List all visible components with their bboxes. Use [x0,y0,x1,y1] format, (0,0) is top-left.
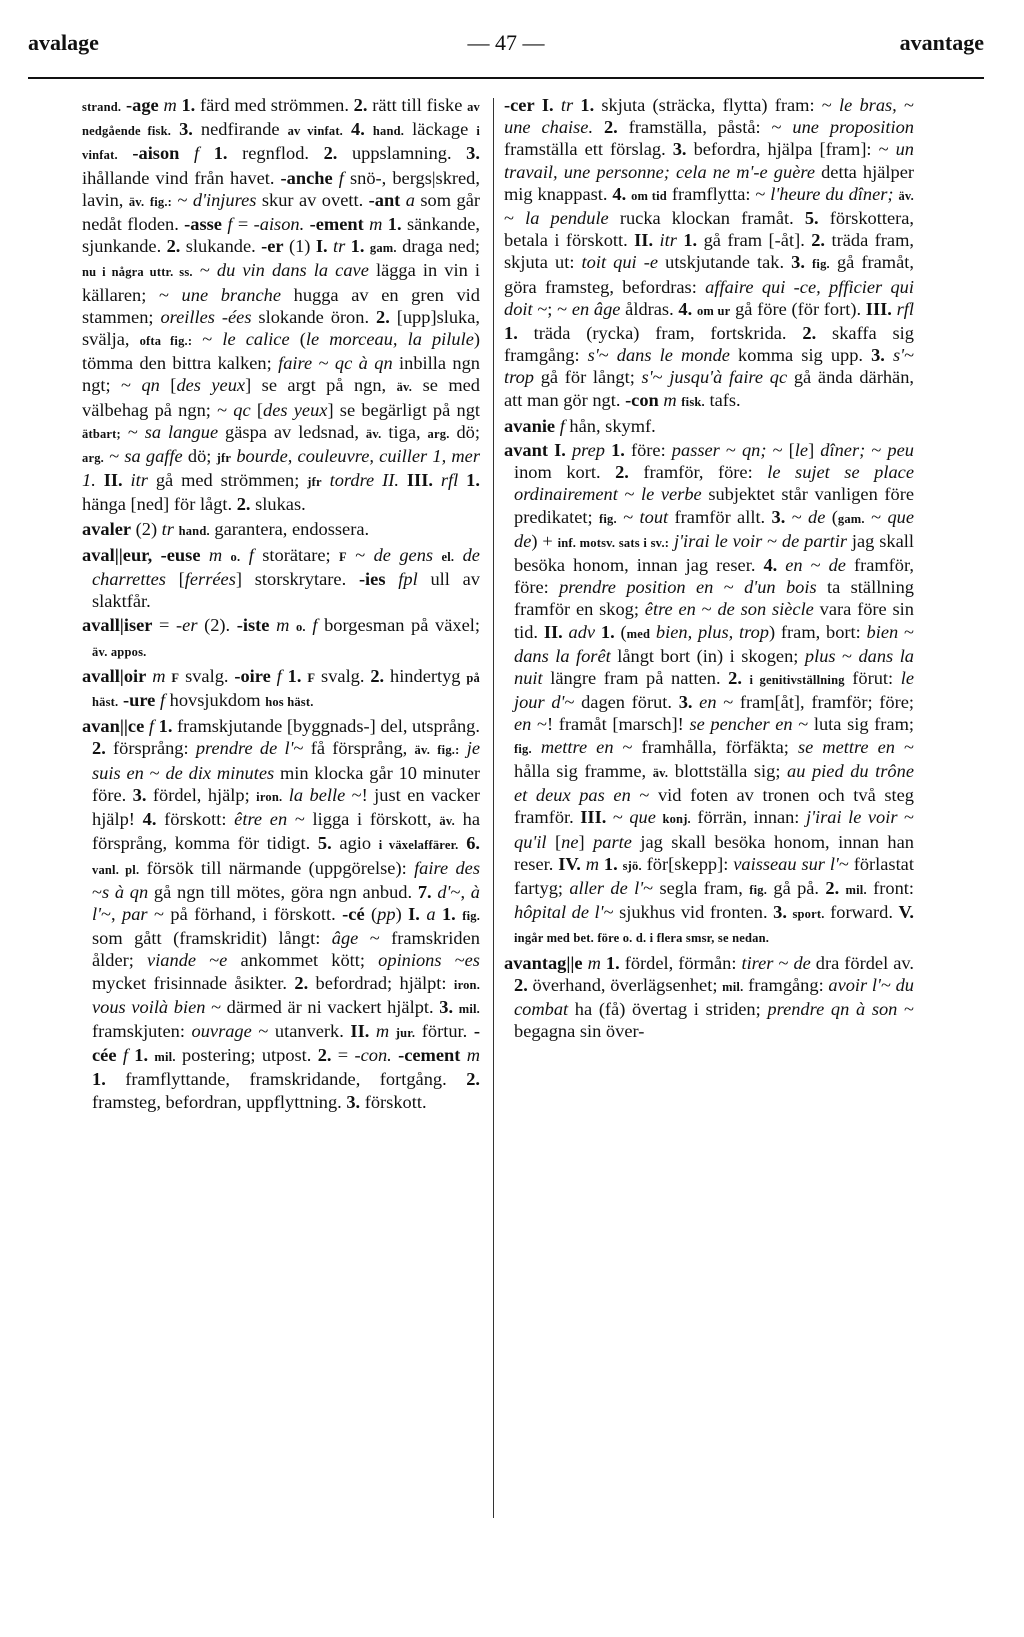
dictionary-entry: avanie f hån, skymf. [504,415,656,436]
dictionary-entry: aval||eur, -euse m o. f storätare; F ~ de gens el. de charrettes [ferrées] storskrytare. -ies fpl ull av slaktfår. [82,544,480,612]
header-right-guide-word: avantage [899,30,984,55]
dictionary-entry: avan||ce f 1. framskjutande [byggnads-] del, utsprång. 2. försprång: prendre de l'~ få försprång, äv. fig.: je suis en ~ de dix minutes min klocka går 10 minuter före. 3. fördel, hjälp; iron. la belle ~! just en vacker hjälp! 4. förskott: être en ~ ligga i förskott, äv. ha försprång, komma för tidigt. 5. agio i växelaffärer. 6. vanl. pl. försök till närmande (uppgörelse): faire des ~s à qn gå ngn till mötes, göra ngn anbud. 7. d'~, à l'~, par ~ på förhand, i förskott. -cé (pp) I. a 1. fig. som gått (framskridit) långt: âge ~ framskriden ålder; viande ~e ankommet kött; opinions ~es mycket frisinnade åsikter. 2. befordrad; hjälpt: iron. vous voilà bien ~ därmed är ni vackert hjälpt. 3. mil. framskjuten: ouvrage ~ utanverk. II. m jur. förtur. -cée f 1. mil. postering; utpost. 2. = -con. -cement m 1. framflyttande, framskridande, fortgång. 2. framsteg, befordran, uppflyttning. 3. förskott. [82,716,481,1112]
dictionary-entry: avall|oir m F svalg. -oire f 1. F svalg. 2. hindertyg på häst. -ure f hovsjukdom hos häst. [82,665,480,711]
dictionary-entry: avaler (2) tr hand. garantera, endossera. [82,518,370,539]
right-column [504,94,914,1044]
dictionary-entry: avantag||e m 1. fördel, förmån: tirer ~ de dra fördel av. 2. överhand, överlägsenhet; mil. framgång: avoir l'~ du combat ha (få) övertag i striden; prendre qn à son ~ begagna sin över- [504,952,914,1042]
page-header [28,30,984,70]
page-number: — 47 — [467,30,545,55]
dictionary-entry: avall|iser = -er (2). -iste m o. f borgesman på växel; äv. appos. [82,615,480,659]
dictionary-entry: -cer I. tr 1. skjuta (sträcka, flytta) fram: ~ le bras, ~ une chaise. 2. framställa, påstå: ~ une proposition framställa ett förslag. 3. befordra, hjälpa [fram]: ~ un travail, une personne; cela ne m'-e guère detta hjälper mig knappast. 4. om tid framflytta: ~ l'heure du dîner; äv. ~ la pendule rucka klockan framåt. 5. förskottera, betala i förskott. II. itr 1. gå fram [-åt]. 2. träda fram, skjuta ut: toit qui -e utskjutande tak. 3. fig. gå framåt, göra framsteg, befordras: affaire qui -ce, pfficier qui doit ~; ~ en âge åldras. 4. om ur gå före (för fort). III. rfl 1. träda (rycka) fram, fortskrida. 2. skaffa sig framgång: s'~ dans le monde komma sig upp. 3. s'~ trop gå för långt; s'~ jusqu'à faire qc gå ända därhän, att man gör ngt. -con m fisk. tafs. [504,95,915,410]
column-divider [493,98,494,1518]
header-left-guide-word: avalage [28,30,99,55]
dictionary-entry: avant I. prep 1. före: passer ~ qn; ~ [le] dîner; ~ peu inom kort. 2. framför, före: le sujet se place ordinairement ~ le verbe subjektet står vanligen före predikatet; fig. ~ tout framför allt. 3. ~ de (gam. ~ que de) + inf. motsv. sats i sv.: j'irai le voir ~ de partir jag skall besöka honom, innan jag reser. 4. en ~ de framför, före: prendre position en ~ d'un bois ta ställning framför en skog; être en ~ de son siècle vara före sin tid. II. adv 1. (med bien, plus, trop) fram, bort: bien ~ dans la forêt långt bort (in) i skogen; plus ~ dans la nuit längre fram på natten. 2. i genitivställning förut: le jour d'~ dagen förut. 3. en ~ fram[åt], framför; före; en ~! framåt [marsch]! se pencher en ~ luta sig fram; fig. mettre en ~ framhålla, förfäkta; se mettre en ~ hålla sig framme, äv. blottställa sig; au pied du trône et deux pas en ~ vid foten av tronen och två steg framför. III. ~ que konj. förrän, innan: j'irai le voir ~ qu'il [ne] parte jag skall besöka honom, innan han reser. IV. m 1. sjö. för[skepp]: vaisseau sur l'~ förlastat fartyg; aller de l'~ segla fram, fig. gå på. 2. mil. front: hôpital de l'~ sjukhus vid fronten. 3. sport. forward. V. ingår med bet. före o. d. i flera smsr, se nedan. [504,440,915,946]
left-column [82,94,480,1115]
dictionary-entry: strand. -age m 1. färd med strömmen. 2. rätt till fiske av nedgående fisk. 3. nedfirande av vinfat. 4. hand. läckage i vinfat. -aison f 1. regnflod. 2. uppslamning. 3. ihållande vind från havet. -anche f snö-, bergs|skred, lavin, äv. fig.: ~ d'injures skur av ovett. -ant a som går nedåt floden. -asse f = -aison. -ement m 1. sänkande, sjunkande. 2. slukande. -er (1) I. tr 1. gam. draga ned; nu i några uttr. ss. ~ du vin dans la cave lägga in vin i källaren; ~ une branche hugga av en gren vid stammen; oreilles -ées slokande öron. 2. [upp]sluka, svälja, ofta fig.: ~ le calice (le morceau, la pilule) tömma den bittra kalken; faire ~ qc à qn inbilla ngn ngt; ~ qn [des yeux] se argt på ngn, äv. se med välbehag på ngn; ~ qc [des yeux] se begärligt på ngt ätbart; ~ sa langue gäspa av ledsnad, äv. tiga, arg. dö; arg. ~ sa gaffe dö; jfr bourde, couleuvre, cuiller 1, mer 1. II. itr gå med strömmen; jfr tordre II. III. rfl 1. hänga [ned] för lågt. 2. slukas. [82,95,481,515]
header-rule [28,77,984,79]
